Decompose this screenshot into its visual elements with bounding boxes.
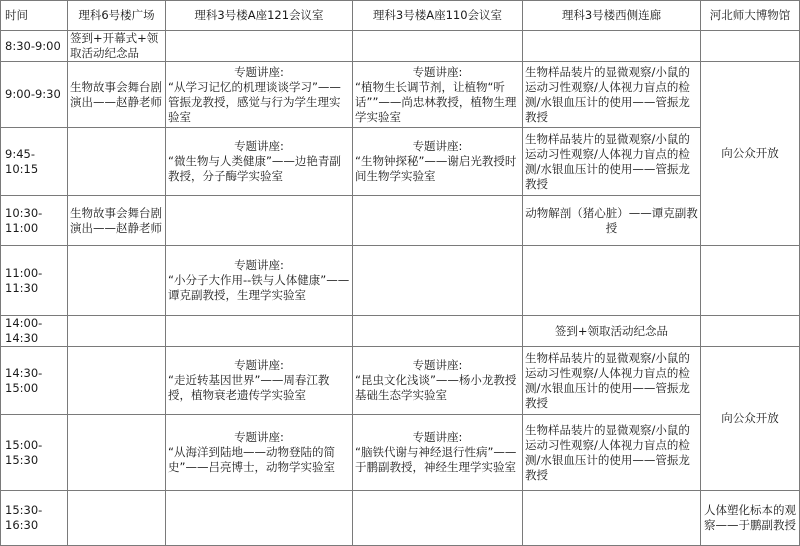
room121-cell <box>166 128 353 196</box>
lecture-body: “从海洋到陆地——动物登陆的简史”——吕亮博士，动物学实验室 <box>168 445 335 474</box>
museum-cell <box>701 246 800 316</box>
room110-cell <box>353 128 523 196</box>
lecture-body: “小分子大作用--铁与人体健康”——谭克副教授，生理学实验室 <box>168 273 350 302</box>
header-plaza: 理科6号楼广场 <box>68 1 166 31</box>
time-cell: 14:00-14:30 <box>1 316 68 347</box>
lecture-title: 专题讲座: <box>234 358 284 372</box>
room121-cell <box>166 347 353 415</box>
room110-cell <box>353 246 523 316</box>
museum-cell <box>701 316 800 347</box>
lecture-body: “脑铁代谢与神经退行性病”——于鹏副教授，神经生理学实验室 <box>355 445 517 474</box>
room121-cell <box>166 62 353 128</box>
time-cell: 15:00-15:30 <box>1 415 68 491</box>
corridor-cell <box>523 246 701 316</box>
room110-cell <box>353 62 523 128</box>
room110-cell <box>353 31 523 62</box>
corridor-cell <box>523 491 701 546</box>
header-time: 时间 <box>1 1 68 31</box>
header-room-110: 理科3号楼A座110会议室 <box>353 1 523 31</box>
plaza-cell: 生物故事会舞台剧演出——赵静老师 <box>68 62 166 128</box>
time-cell: 14:30-15:00 <box>1 347 68 415</box>
corridor-cell: 生物样品装片的显微观察/小鼠的运动习性观察/人体视力盲点的检测/水银血压计的使用——管振龙教授 <box>523 415 701 491</box>
room110-cell <box>353 196 523 246</box>
lecture-title: 专题讲座: <box>412 358 463 372</box>
time-cell: 9:45-10:15 <box>1 128 68 196</box>
lecture-body: “生物钟探秘”——谢启光教授时间生物学实验室 <box>355 154 517 183</box>
table-row <box>1 246 800 316</box>
room121-cell <box>166 316 353 347</box>
room110-cell <box>353 491 523 546</box>
table-row <box>1 31 800 62</box>
room121-cell <box>166 31 353 62</box>
lecture-body: “从学习记忆的机理谈谈学习”——管振龙教授，感觉与行为学生理实验室 <box>168 79 341 124</box>
header-room-121: 理科3号楼A座121会议室 <box>166 1 353 31</box>
room110-cell <box>353 316 523 347</box>
corridor-cell: 签到+领取活动纪念品 <box>523 316 701 347</box>
lecture-title: 专题讲座: <box>412 430 463 444</box>
plaza-cell <box>68 415 166 491</box>
museum-cell: 人体塑化标本的观察——于鹏副教授 <box>701 491 800 546</box>
room121-cell <box>166 415 353 491</box>
lecture-title: 专题讲座: <box>234 139 284 153</box>
time-cell: 11:00-11:30 <box>1 246 68 316</box>
plaza-cell <box>68 128 166 196</box>
header-row <box>1 1 800 31</box>
museum-open-morning: 向公众开放 <box>701 62 800 246</box>
room121-cell <box>166 196 353 246</box>
room121-cell <box>166 491 353 546</box>
table-row <box>1 196 800 246</box>
room110-cell <box>353 415 523 491</box>
time-cell: 9:00-9:30 <box>1 62 68 128</box>
room121-cell <box>166 246 353 316</box>
plaza-cell: 生物故事会舞台剧演出——赵静老师 <box>68 196 166 246</box>
time-cell: 8:30-9:00 <box>1 31 68 62</box>
lecture-body: “走近转基因世界”——周春江教授，植物衰老遗传学实验室 <box>168 373 330 402</box>
corridor-cell: 生物样品装片的显微观察/小鼠的运动习性观察/人体视力盲点的检测/水银血压计的使用——管振龙教授 <box>523 347 701 415</box>
museum-cell <box>701 31 800 62</box>
plaza-cell <box>68 246 166 316</box>
lecture-body: “植物生长调节剂，让植物“听话””——尚忠林教授，植物生理学实验室 <box>355 79 517 124</box>
corridor-cell: 动物解剖（猪心脏）——谭克副教授 <box>523 196 701 246</box>
table-row <box>1 415 800 491</box>
header-museum: 河北师大博物馆 <box>701 1 800 31</box>
table-row <box>1 128 800 196</box>
lecture-title: 专题讲座: <box>234 430 284 444</box>
room110-cell <box>353 347 523 415</box>
lecture-body: “昆虫文化浅谈”——杨小龙教授 基础生态学实验室 <box>355 373 517 402</box>
museum-open-afternoon: 向公众开放 <box>701 347 800 491</box>
time-cell: 15:30-16:30 <box>1 491 68 546</box>
lecture-title: 专题讲座: <box>234 64 284 79</box>
corridor-cell: 生物样品装片的显微观察/小鼠的运动习性观察/人体视力盲点的检测/水银血压计的使用——管振龙教授 <box>523 62 701 128</box>
lecture-title: 专题讲座: <box>412 64 463 79</box>
time-cell: 10:30-11:00 <box>1 196 68 246</box>
lecture-title: 专题讲座: <box>412 139 463 153</box>
table-row <box>1 347 800 415</box>
header-corridor: 理科3号楼西侧连廊 <box>523 1 701 31</box>
plaza-cell <box>68 491 166 546</box>
corridor-cell: 生物样品装片的显微观察/小鼠的运动习性观察/人体视力盲点的检测/水银血压计的使用——管振龙教授 <box>523 128 701 196</box>
lecture-title: 专题讲座: <box>234 258 284 272</box>
table-row <box>1 316 800 347</box>
plaza-cell <box>68 347 166 415</box>
table-row <box>1 491 800 546</box>
table-row <box>1 62 800 128</box>
lecture-body: “微生物与人类健康”——边艳青副教授，分子酶学实验室 <box>168 154 341 183</box>
plaza-cell <box>68 316 166 347</box>
plaza-cell: 签到+开幕式+领取活动纪念品 <box>68 31 166 62</box>
corridor-cell <box>523 31 701 62</box>
